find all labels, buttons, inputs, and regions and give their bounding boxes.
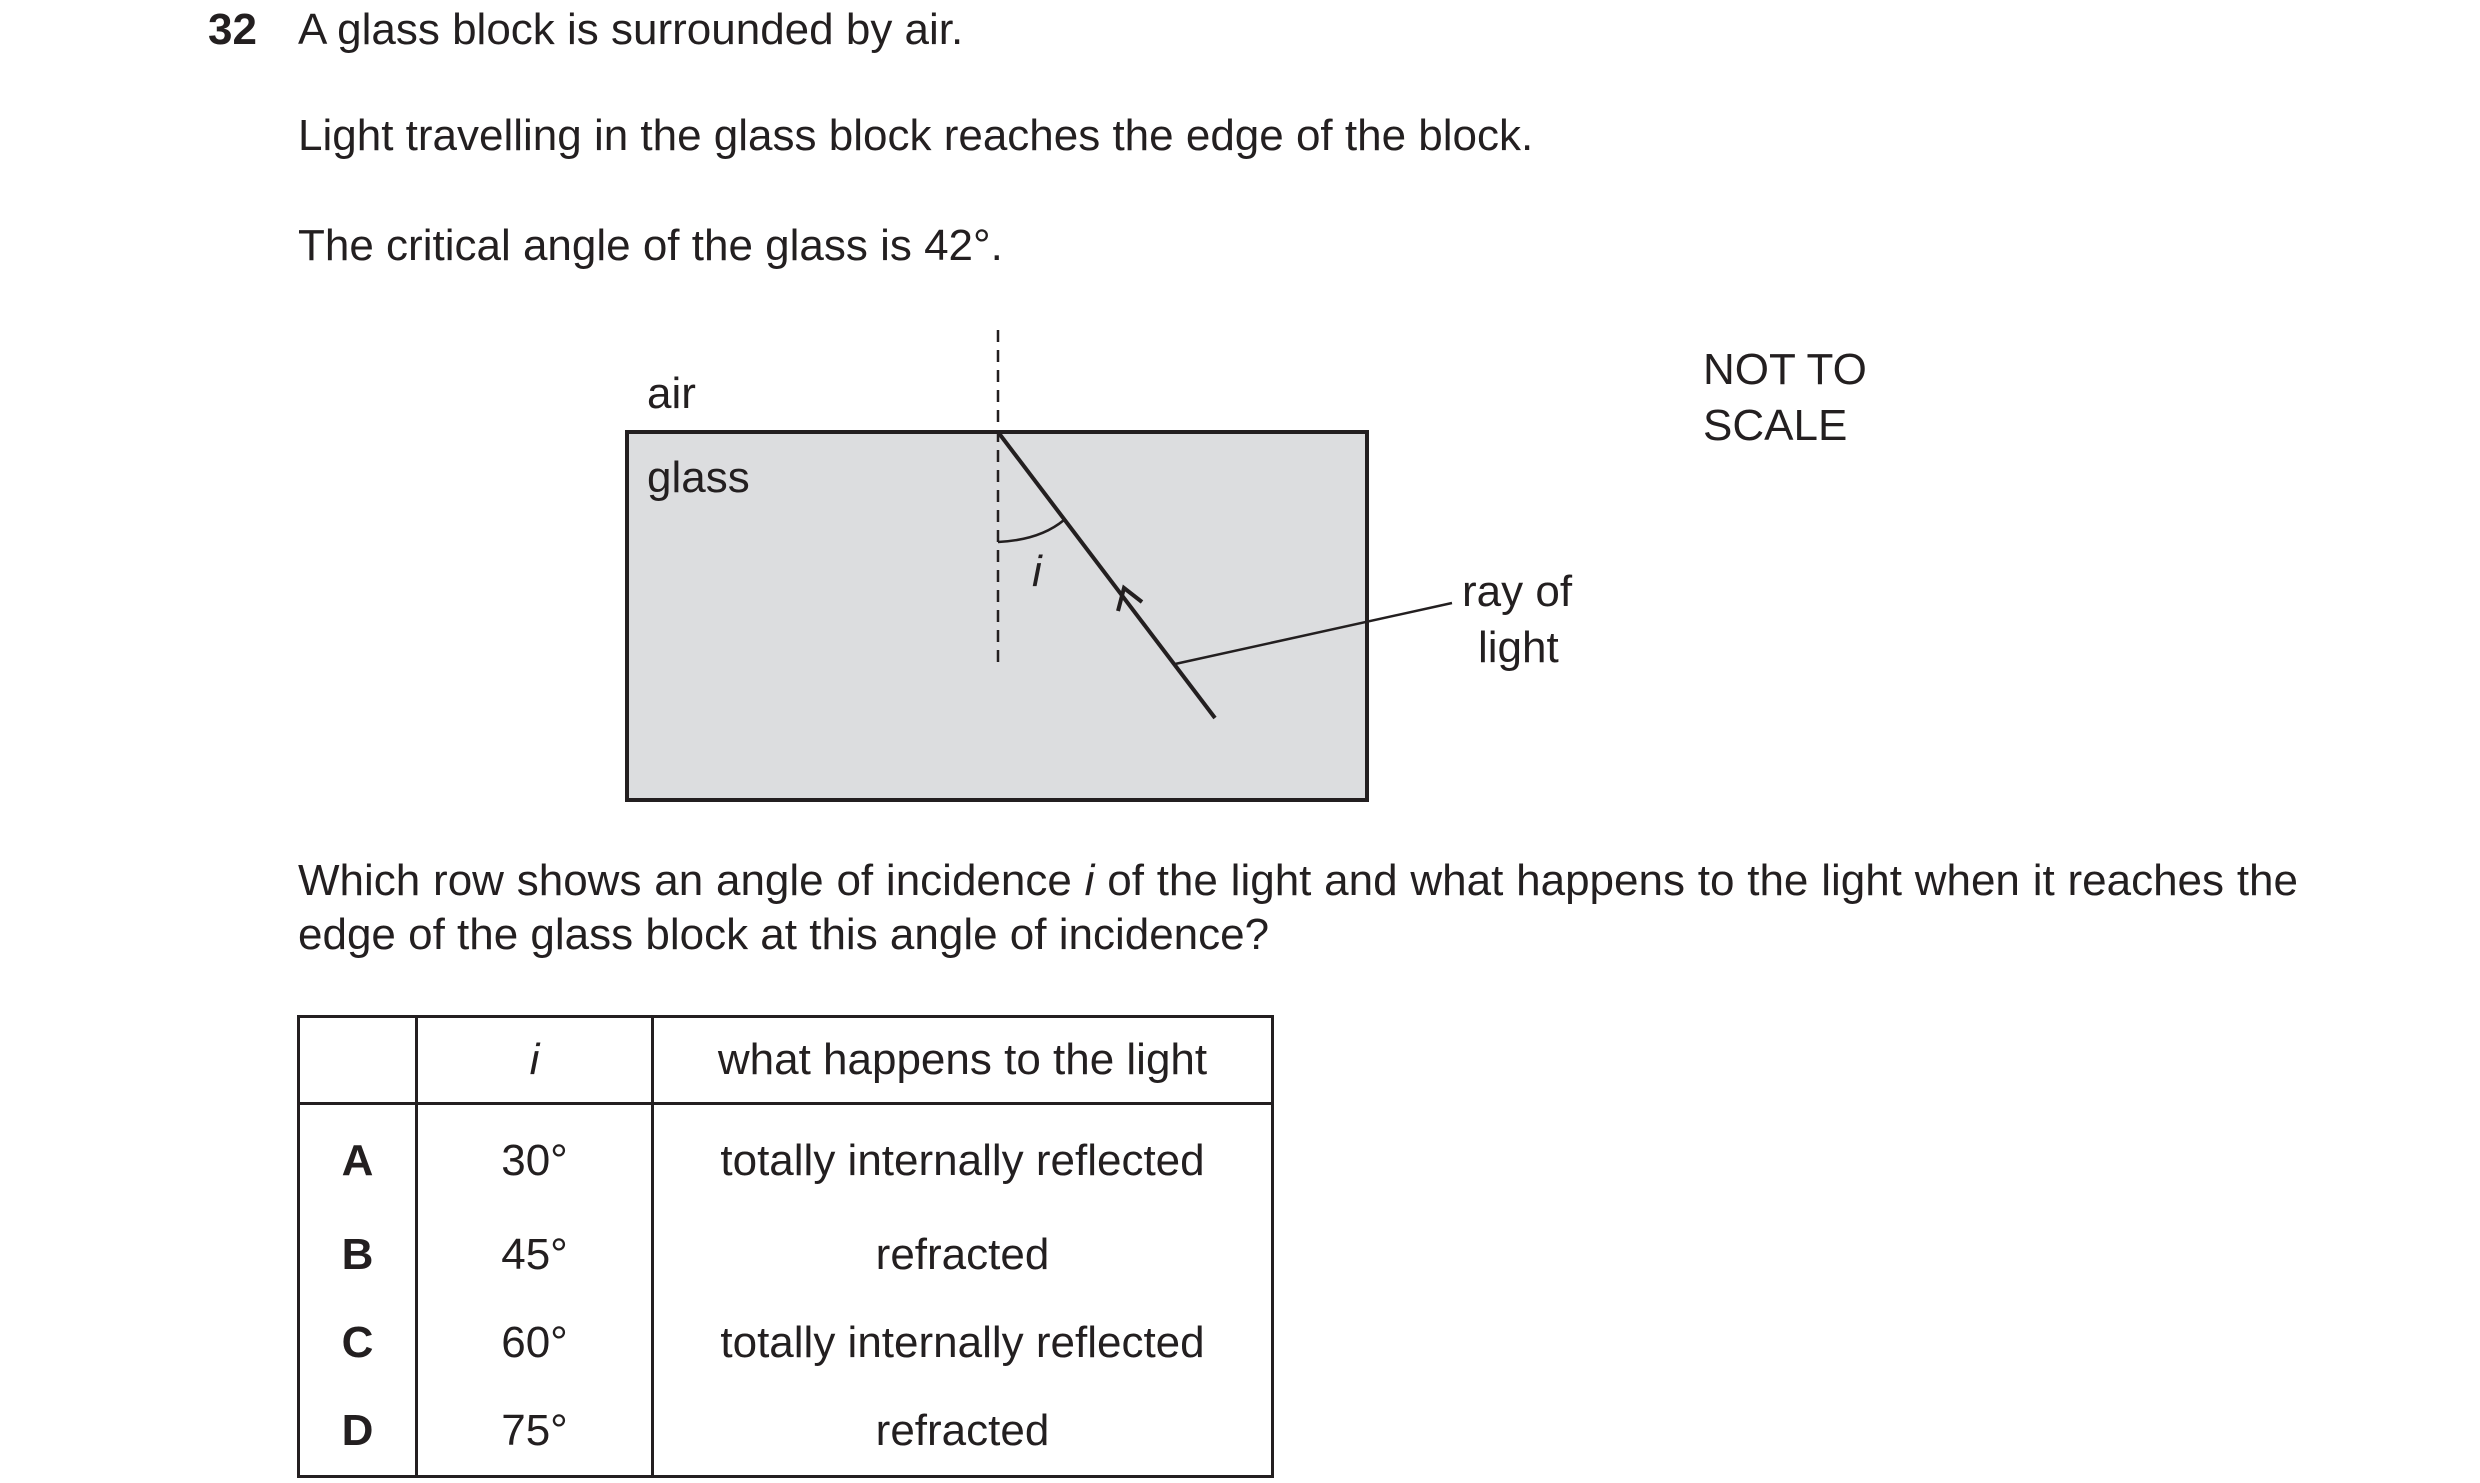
not-to-scale-note	[1703, 342, 1867, 454]
header-result: what happens to the light	[653, 1017, 1273, 1104]
option-angle: 75°	[417, 1387, 653, 1477]
prompt-part-2: of the light and what happens to the light when it reaches the edge of the glass block at this angle of incidence?	[298, 856, 2298, 959]
option-result: totally internally reflected	[653, 1299, 1273, 1387]
option-letter: C	[299, 1299, 417, 1387]
table-row	[299, 1299, 1273, 1387]
table-header-row	[299, 1017, 1273, 1104]
option-result: refracted	[653, 1387, 1273, 1477]
table-row	[299, 1211, 1273, 1299]
glass-label: glass	[647, 453, 750, 502]
option-angle: 60°	[417, 1299, 653, 1387]
option-letter: A	[299, 1104, 417, 1212]
prompt-variable-i: i	[1084, 856, 1095, 905]
prompt-part-1: Which row shows an angle of incidence	[298, 856, 1085, 905]
header-letter	[299, 1017, 417, 1104]
angle-i-label: i	[1032, 547, 1042, 596]
air-label: air	[647, 369, 696, 418]
table-row	[299, 1104, 1273, 1212]
answer-options-table	[297, 1015, 1274, 1478]
option-result: totally internally reflected	[653, 1104, 1273, 1212]
option-letter: B	[299, 1211, 417, 1299]
question-line-3: The critical angle of the glass is 42°.	[298, 221, 1003, 270]
not-to-scale-line1: NOT TO	[1703, 345, 1867, 394]
question-line-1: A glass block is surrounded by air.	[298, 5, 964, 54]
question-number: 32	[208, 5, 257, 54]
not-to-scale-line2: SCALE	[1703, 401, 1848, 450]
header-angle: i	[417, 1017, 653, 1104]
option-letter: D	[299, 1387, 417, 1477]
ray-of-light-label-line1: ray of	[1462, 567, 1573, 616]
question-line-2: Light travelling in the glass block reaches the edge of the block.	[298, 111, 1534, 160]
table-row	[299, 1387, 1273, 1477]
question-prompt	[298, 854, 2298, 962]
option-angle: 30°	[417, 1104, 653, 1212]
option-result: refracted	[653, 1211, 1273, 1299]
option-angle: 45°	[417, 1211, 653, 1299]
ray-of-light-label-line2: light	[1478, 623, 1559, 672]
